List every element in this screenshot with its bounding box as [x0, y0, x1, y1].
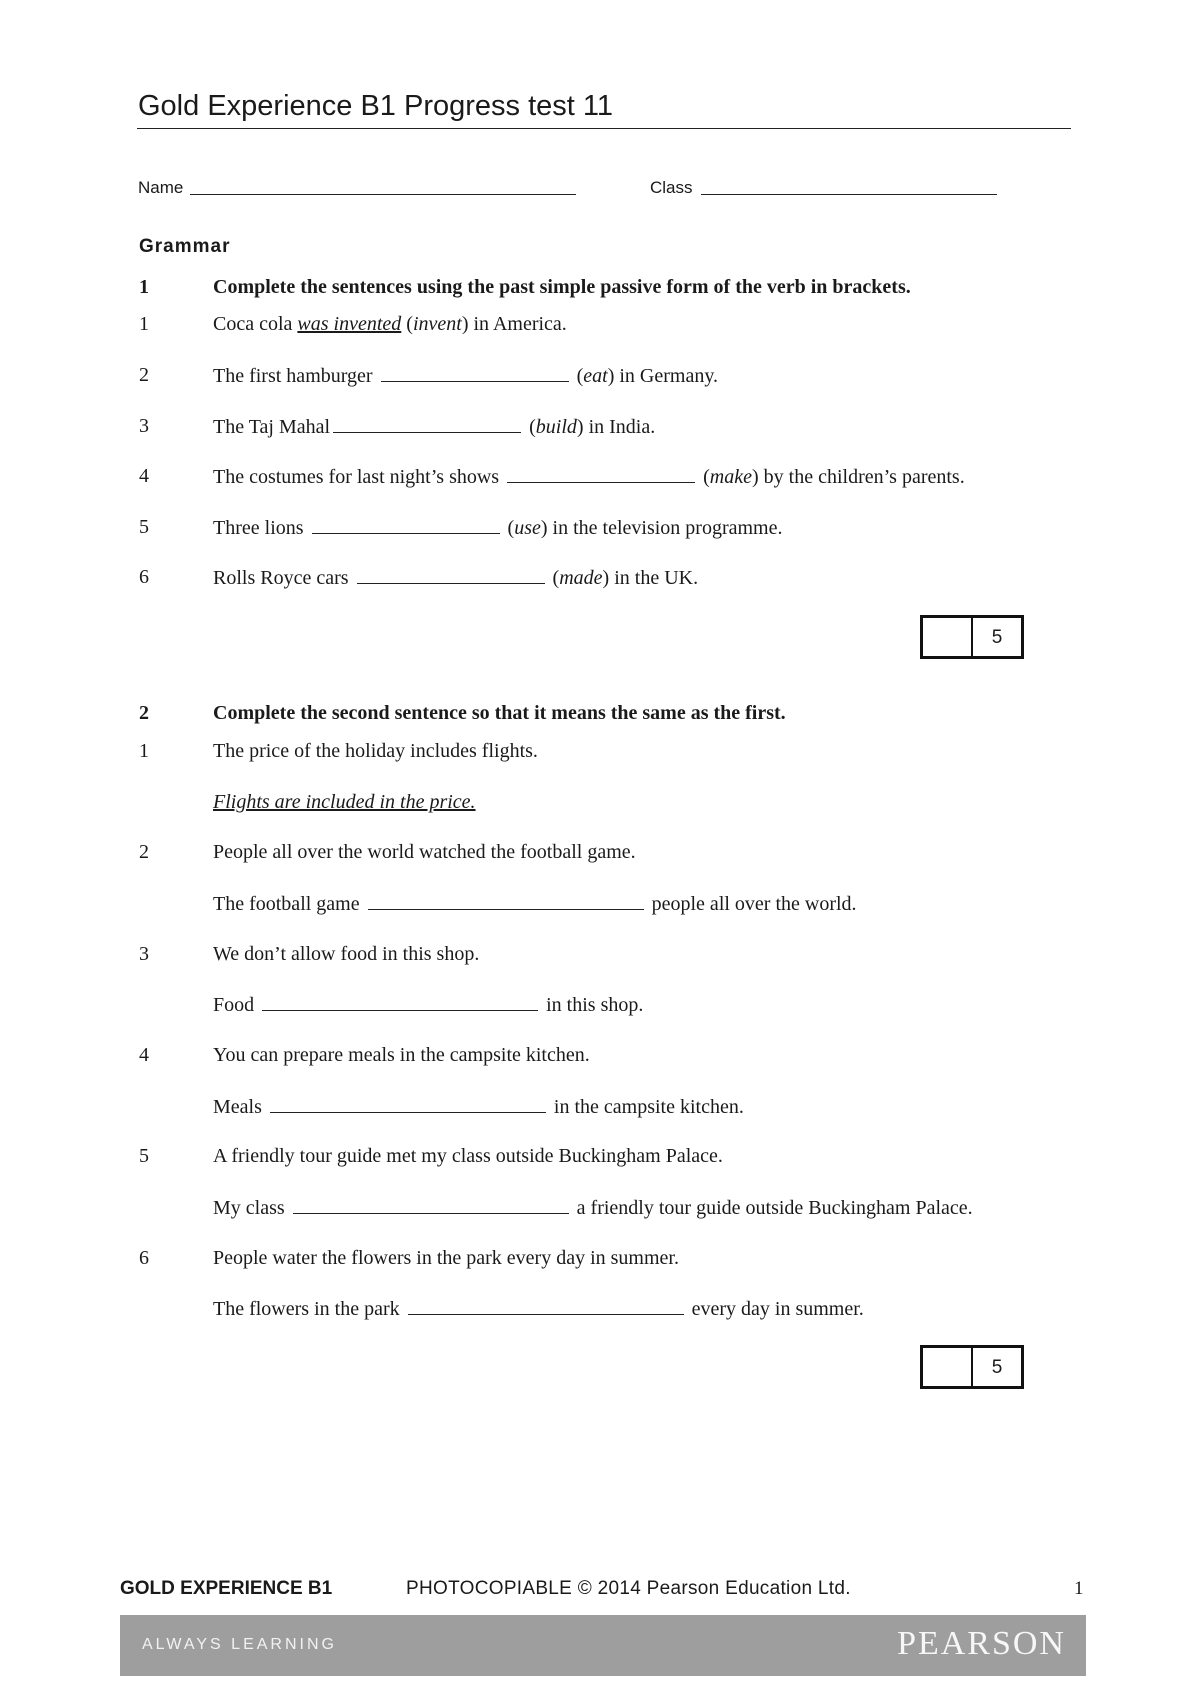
item-sentence: We don’t allow food in this shop.	[213, 943, 480, 965]
item-sentence: People all over the world watched the football game.	[213, 841, 636, 863]
item-before: Rolls Royce cars	[213, 567, 354, 589]
rewrite-before: Food	[213, 994, 260, 1016]
rewrite-text	[213, 1094, 744, 1119]
publisher-banner	[120, 1615, 1086, 1676]
item-after: in the television programme.	[547, 517, 783, 539]
item-number: 6	[139, 566, 149, 588]
item-text: Coca cola was invented (invent) in America.	[213, 313, 567, 335]
rewrite-after: a friendly tour guide outside Buckingham Palace.	[571, 1197, 973, 1219]
item-verb: eat	[583, 365, 608, 387]
item-before: Coca cola	[213, 313, 298, 335]
answer-blank[interactable]	[507, 464, 695, 483]
item-before: The costumes for last night’s shows	[213, 466, 505, 488]
score-box	[920, 615, 1024, 659]
item-number: 4	[139, 465, 149, 487]
rewrite-after: people all over the world.	[646, 893, 857, 915]
title-divider	[137, 128, 1071, 129]
item-before: Three lions	[213, 517, 309, 539]
item-number: 6	[139, 1247, 149, 1269]
item-sentence: You can prepare meals in the campsite kitchen.	[213, 1044, 590, 1066]
rewrite-before: Meals	[213, 1096, 267, 1118]
rewrite-after: every day in summer.	[686, 1298, 864, 1320]
score-input-cell[interactable]	[923, 1348, 973, 1386]
item-verb: made	[559, 567, 603, 589]
instruction-text: Complete the sentences using the past simple passive form of the verb in brackets.	[213, 276, 911, 298]
item-after: in India.	[583, 416, 656, 438]
answer-blank[interactable]	[293, 1195, 569, 1214]
answer-blank[interactable]	[381, 363, 569, 382]
item-after: in Germany.	[614, 365, 719, 387]
publisher-logo: PEARSON	[897, 1625, 1066, 1662]
banner-tagline: ALWAYS LEARNING	[142, 1636, 337, 1653]
item-verb: use	[514, 517, 541, 539]
class-field[interactable]	[701, 194, 997, 195]
footer-brand: GOLD EXPERIENCE B1	[120, 1578, 333, 1599]
answer-blank[interactable]	[357, 565, 545, 584]
item-number: 1	[139, 313, 149, 335]
item-before: The Taj Mahal	[213, 416, 331, 438]
name-label: Name	[138, 178, 184, 197]
item-number: 2	[139, 841, 149, 863]
name-field[interactable]	[190, 194, 576, 195]
rewrite-text	[213, 1195, 973, 1220]
score-box	[920, 1345, 1024, 1389]
rewrite-text	[213, 992, 643, 1017]
exercise-number: 1	[139, 276, 149, 298]
item-text: The first hamburger (eat) in Germany.	[213, 365, 719, 387]
page-number: 1	[1074, 1578, 1084, 1599]
item-before: The first hamburger	[213, 365, 378, 387]
rewrite-before: My class	[213, 1197, 290, 1219]
item-verb: make	[709, 466, 752, 488]
rewrite-before: The football game	[213, 893, 365, 915]
item-verb: invent	[412, 313, 462, 335]
footer-copyright: PHOTOCOPIABLE © 2014 Pearson Education Ltd.	[406, 1578, 851, 1599]
example-answer: Flights are included in the price.	[213, 791, 476, 813]
rewrite-before: The flowers in the park	[213, 1298, 405, 1320]
item-number: 5	[139, 516, 149, 538]
item-sentence: People water the flowers in the park every day in summer.	[213, 1247, 679, 1269]
item-number: 3	[139, 415, 149, 437]
rewrite-after: in the campsite kitchen.	[548, 1096, 744, 1118]
item-text: The Taj Mahal (build) in India.	[213, 416, 656, 438]
item-number: 1	[139, 740, 149, 762]
item-text: The costumes for last night’s shows (make) by the children’s parents.	[213, 466, 965, 488]
item-number: 4	[139, 1044, 149, 1066]
class-label: Class	[650, 178, 693, 197]
rewrite-text	[213, 891, 857, 916]
item-after: in America.	[468, 313, 567, 335]
item-sentence: A friendly tour guide met my class outside Buckingham Palace.	[213, 1145, 723, 1167]
score-total: 5	[991, 627, 1003, 648]
answer-blank[interactable]	[333, 414, 521, 433]
answer-blank[interactable]	[262, 992, 538, 1011]
score-input-cell[interactable]	[923, 618, 973, 656]
rewrite-text	[213, 1296, 864, 1321]
answer-blank[interactable]	[368, 891, 644, 910]
score-total: 5	[991, 1357, 1003, 1378]
answer-blank[interactable]	[312, 515, 500, 534]
item-number: 3	[139, 943, 149, 965]
item-text: Rolls Royce cars (made) in the UK.	[213, 567, 699, 589]
page-title: Gold Experience B1 Progress test 11	[138, 90, 613, 122]
item-sentence: The price of the holiday includes flights.	[213, 740, 538, 762]
answer-blank[interactable]	[270, 1094, 546, 1113]
item-text: Three lions (use) in the television programme.	[213, 517, 783, 539]
section-heading: Grammar	[139, 236, 231, 257]
example-answer: was invented	[297, 313, 402, 335]
exercise-number: 2	[139, 702, 149, 724]
item-verb: build	[535, 416, 577, 438]
item-after: in the UK.	[609, 567, 699, 589]
item-number: 2	[139, 364, 149, 386]
answer-blank[interactable]	[408, 1296, 684, 1315]
item-after: by the children’s parents.	[758, 466, 965, 488]
rewrite-after: in this shop.	[541, 994, 644, 1016]
instruction-text: Complete the second sentence so that it means the same as the first.	[213, 702, 786, 724]
item-number: 5	[139, 1145, 149, 1167]
